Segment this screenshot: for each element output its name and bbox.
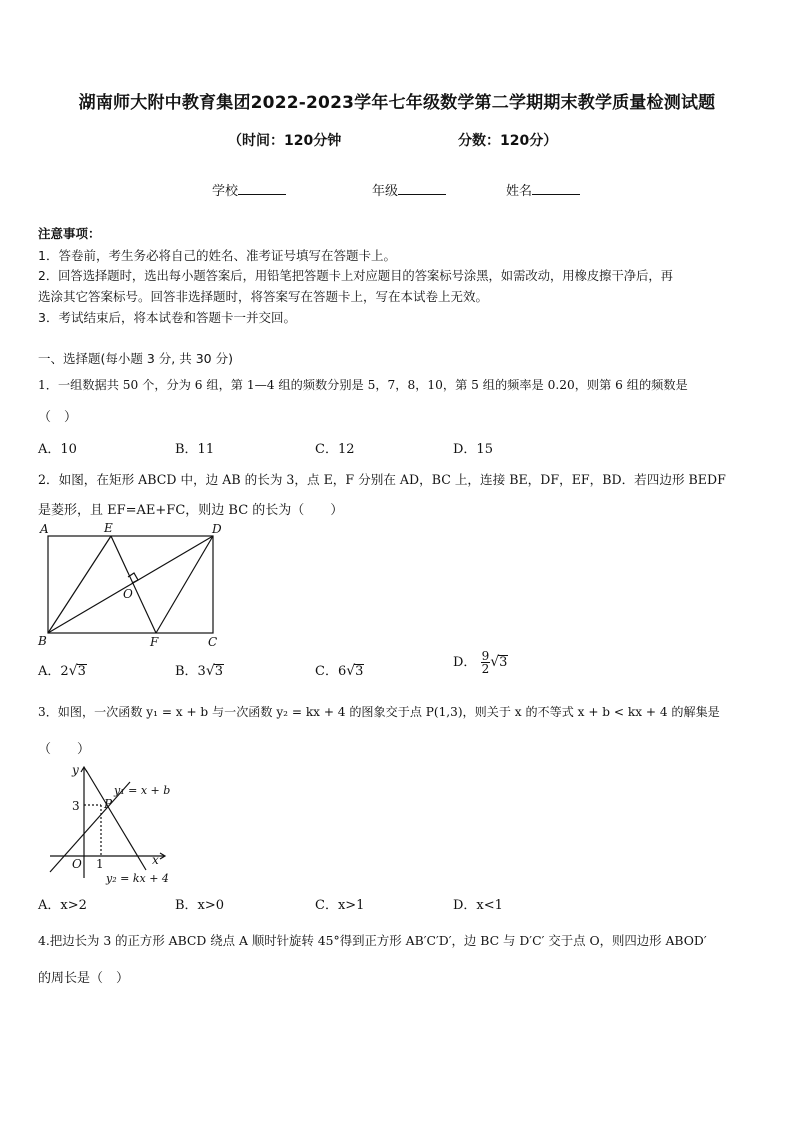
label-origin: O	[72, 857, 82, 871]
sqrt-argument: 3	[355, 664, 364, 679]
fraction-numerator: 9	[481, 649, 490, 663]
q1-text: 1．一组数据共 50 个，分为 6 组，第 1—4 组的频数分别是 5，7，8，10，第 5 组的频率是 0.20，则第 6 组的频数是	[38, 378, 688, 392]
fraction-denominator: 2	[481, 662, 490, 676]
label-line-y2: y₂ = kx + 4	[106, 872, 169, 885]
q2-line-1: 2．如图，在矩形 ABCD 中，边 AB 的长为 3，点 E，F 分别在 AD，BC 上，连接 BE，DF，EF，BD．若四边形 BEDF	[38, 472, 726, 487]
exam-time: （时间：120分钟	[228, 133, 342, 149]
exam-score: 分数：120分）	[458, 133, 558, 149]
name-label: 姓名	[506, 184, 533, 199]
name-field	[506, 180, 580, 199]
q2-line-2: 是菱形，且 EF=AE+FC，则边 BC 的长为（ ）	[38, 503, 344, 518]
notice-line-1: 1．答卷前，考生务必将自己的姓名、准考证号填写在答题卡上。	[38, 248, 396, 263]
q1-option-c: C．12	[315, 442, 355, 457]
q3-option-b: B．x>0	[175, 898, 225, 913]
q4-line-2: 的周长是（ ）	[38, 971, 130, 986]
q1-paren: （ ）	[38, 410, 78, 425]
q4-line-1: 4.把边长为 3 的正方形 ABCD 绕点 A 顺时针旋转 45°得到正方形 AB′C′D′，边 BC 与 D′C′ 交于点 O，则四边形 ABOD′	[38, 933, 707, 948]
label-x-axis: x	[152, 853, 159, 867]
q2-option-a-prefix: A．2	[38, 664, 69, 679]
segment-fd	[156, 536, 213, 633]
q2-option-c-prefix: C．6	[315, 664, 347, 679]
q3-option-a: A．x>2	[38, 898, 87, 913]
notice-line-2a: 2．回答选择题时，选出每小题答案后，用铅笔把答题卡上对应题目的答案标号涂黑，如需改动，用橡皮擦干净后，再	[38, 269, 673, 283]
notice-line-2b: 选涂其它答案标号。回答非选择题时，将答案写在答题卡上，写在本试卷上无效。	[38, 289, 489, 304]
sqrt-argument: 3	[214, 664, 224, 679]
school-blank	[238, 182, 286, 195]
q2-option-c: C．6√3	[315, 663, 364, 679]
label-o: O	[123, 587, 133, 601]
q1-option-d: D．15	[453, 442, 493, 457]
label-point-p: P	[104, 797, 113, 811]
q2-option-a: A．2√3	[38, 663, 86, 679]
label-b: B	[38, 634, 47, 648]
segment-bd	[48, 536, 213, 633]
name-blank	[532, 182, 580, 195]
grade-label: 年级	[372, 184, 399, 199]
label-one: 1	[96, 857, 104, 871]
label-y-axis: y	[72, 763, 79, 777]
segment-ef	[111, 536, 156, 633]
q3-option-d: D．x<1	[453, 898, 503, 913]
sqrt-argument: 3	[499, 655, 508, 670]
label-line-y1: y₁ = x + b	[114, 784, 171, 797]
q2-option-b: B．3√3	[175, 663, 224, 679]
label-three: 3	[72, 799, 80, 813]
notice-heading: 注意事项：	[38, 226, 101, 241]
q2-rectangle-figure	[34, 520, 234, 652]
q3-line-1: 3．如图，一次函数 y₁ = x + b 与一次函数 y₂ = kx + 4 的图象交于点 P(1,3)，则关于 x 的不等式 x + b < kx + 4 的解集是	[38, 705, 720, 719]
label-e: E	[104, 521, 113, 535]
school-field	[212, 180, 286, 199]
exam-title: 湖南师大附中教育集团2022-2023学年七年级数学第二学期期末教学质量检测试题	[78, 93, 716, 113]
q3-graph-figure	[44, 760, 194, 888]
fraction-nine-halves	[481, 650, 491, 675]
label-f: F	[150, 635, 159, 649]
school-label: 学校	[212, 184, 239, 199]
section-heading: 一、选择题(每小题 3 分, 共 30 分)	[38, 351, 233, 366]
segment-be	[48, 536, 111, 633]
label-d: D	[212, 522, 222, 536]
sqrt-argument: 3	[77, 664, 86, 679]
q2-option-d: D． $\frac{9}{2}$ √3	[453, 649, 508, 676]
label-a: A	[40, 522, 49, 536]
q3-option-c: C．x>1	[315, 898, 365, 913]
q1-option-a: A．10	[38, 442, 77, 457]
label-c: C	[208, 635, 218, 649]
q3-paren: （ ）	[38, 742, 91, 757]
q2-option-b-prefix: B．3	[175, 664, 206, 679]
grade-field	[372, 180, 446, 199]
notice-line-3: 3．考试结束后，将本试卷和答题卡一并交回。	[38, 310, 296, 325]
q2-option-d-prefix: D．	[453, 655, 477, 670]
grade-blank	[398, 182, 446, 195]
q1-option-b: B．11	[175, 442, 215, 457]
